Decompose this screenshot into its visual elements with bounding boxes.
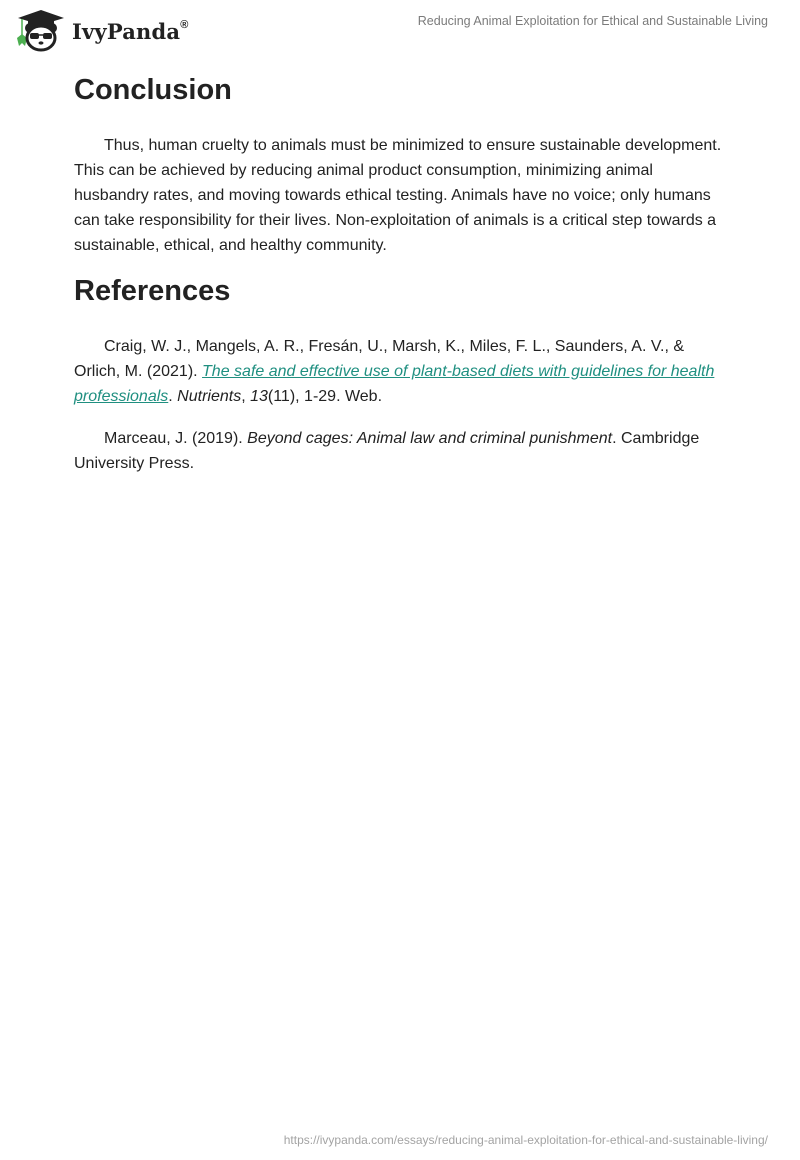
reference-item: [74, 334, 724, 409]
journal-volume: 13: [250, 388, 268, 405]
conclusion-paragraph: Thus, human cruelty to animals must be minimized to ensure sustainable development. This can be achieved by reducing animal product consumption, minimizing animal husbandry rates, and moving towards ethical testing. Animals have no voice; only humans can take responsibility for their lives. Non-exploitation of animals is a critical step towards a sustainable, ethical, and healthy community.: [74, 137, 722, 254]
journal-name: Nutrients: [177, 388, 242, 405]
footer-url[interactable]: https://ivypanda.com/essays/reducing-animal-exploitation-for-ethical-and-sustainable-living/: [283, 1133, 768, 1147]
separator: .: [168, 388, 178, 405]
document-title: Reducing Animal Exploitation for Ethical and Sustainable Living: [417, 14, 768, 28]
brand-name: IvyPanda®: [72, 18, 189, 44]
conclusion-section: [74, 70, 724, 258]
document-body: [74, 70, 724, 493]
ivypanda-logo[interactable]: [14, 8, 189, 52]
reference-rest: (11), 1-29. Web.: [267, 388, 383, 405]
conclusion-heading: Conclusion: [74, 74, 232, 106]
reference-authors: Marceau, J. (2019).: [104, 430, 248, 447]
book-title: Beyond cages: Animal law and criminal punishment: [247, 430, 613, 447]
references-section: [74, 271, 724, 476]
separator: ,: [241, 388, 251, 405]
reference-authors: Craig, W. J., Mangels, A. R., Fresán, U., Marsh, K., Miles, F. L., Saunders, A. V., & Orlich, M. (2021).: [74, 338, 685, 380]
references-heading: References: [74, 275, 231, 307]
reference-item: [74, 426, 724, 476]
reference-title-link[interactable]: The safe and effective use of plant-based diets with guidelines for health professionals: [74, 363, 715, 405]
page-header: [0, 0, 800, 60]
reference-rest: . Cambridge University Press.: [74, 430, 700, 472]
panda-graduate-icon: [14, 8, 66, 52]
